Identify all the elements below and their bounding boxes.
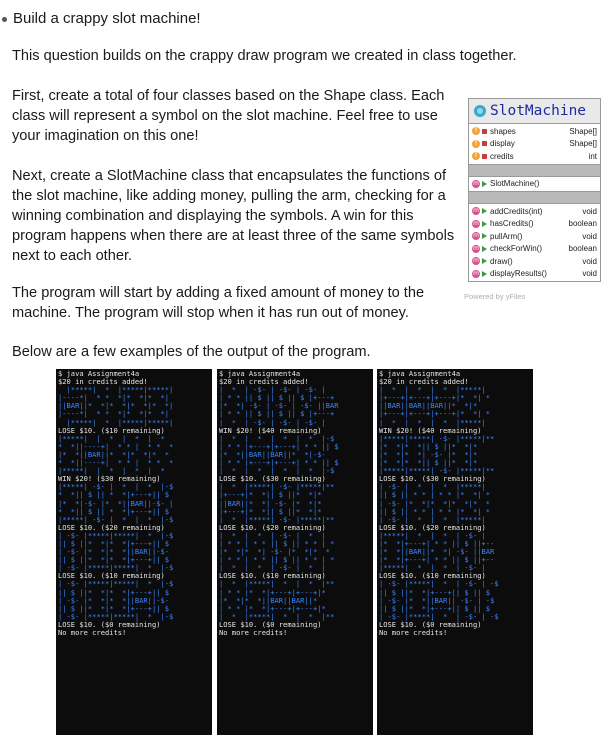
method-badge-icon: m — [473, 207, 479, 215]
member-name: checkForWin() — [490, 244, 543, 254]
slot-row-line: |*****|*****| -$- |*****|** — [379, 433, 495, 443]
member-name: display — [490, 139, 515, 149]
member-name: hasCredits() — [490, 219, 534, 229]
title-text: Build a crappy slot machine! — [13, 10, 201, 27]
slot-row-line: |*****| * |*****|*****| — [58, 385, 174, 395]
slot-row-line: | -$- |*****|*****| * |-$ — [58, 611, 174, 621]
slot-row-line: | -$- |*****|*****| * |-$ — [58, 530, 174, 540]
member-name: shapes — [490, 126, 516, 136]
public-visibility-icon — [482, 246, 487, 252]
slot-row-line: | -$- |* *|* *|* *|* * — [379, 498, 491, 508]
private-visibility-icon — [482, 129, 487, 134]
private-visibility-icon — [482, 141, 487, 146]
slot-row-line: ||BAR||* *| -$- |* *|* — [219, 498, 331, 508]
slot-row-line: |+---+|+---+|+---+|* *| * — [379, 409, 495, 419]
slot-row-line: || $ ||* *|* *|+---+|| $ — [58, 555, 174, 565]
slot-row-line: | * | * | -$- | * | — [219, 563, 335, 573]
slot-row-line: || $ || * * | * * |* *| * — [379, 490, 495, 500]
slot-row-line: | * * |+---+|+---+| * * || $ — [219, 441, 339, 451]
slot-row-line: * *||----+| * * | * * * — [58, 441, 174, 451]
slot-row-line: | * | -$- | -$- | -$- | — [219, 385, 335, 395]
slot-row-line: | * * |* *|+---+|+---+|* — [219, 603, 335, 613]
private-visibility-icon — [482, 154, 487, 159]
slot-row-line: | * * | * * || $ || * * | * — [219, 538, 339, 548]
slot-row-line: |* *|-$- |* *||BAR||-$- | — [58, 498, 174, 508]
slot-row-line: |*****| * | * | -$- | — [379, 530, 495, 540]
page-title — [0, 10, 201, 27]
method-badge-icon: m — [473, 257, 479, 265]
slot-row-line: || $ || * * | * * |* *| * — [379, 506, 495, 516]
method-badge-icon: m — [473, 219, 479, 227]
slot-row-line: |*****| | * | * | * — [58, 466, 174, 476]
slot-row-line: | -$- |*****|*****| * |-$ — [58, 563, 174, 573]
slot-row-line: |+---+|* *|| $ ||* *|* — [219, 490, 331, 500]
member-type: Shape[] — [569, 139, 597, 149]
member-name: pullArm() — [490, 231, 523, 241]
slot-row-line: | * | * | * | * |-$ — [219, 466, 335, 476]
uml-field-row — [469, 138, 600, 151]
slot-row-line: |* *|+---+| * * || $ ||+-- — [379, 538, 495, 548]
terminal-text-line: $20 in credits added! — [58, 377, 148, 387]
member-type: boolean — [568, 244, 597, 254]
slot-row-line: |* *||BAR||* *|* *|* * — [58, 449, 174, 459]
slot-row-line: | -$- | * | * |*****| — [379, 514, 495, 524]
terminal-text-line: LOSE $10. ($10 remaining) — [58, 571, 165, 581]
member-name: draw() — [490, 256, 513, 266]
member-name: addCredits(int) — [490, 206, 543, 216]
slot-row-line: || $ ||* *|+---+|| $ || $ — [379, 587, 495, 597]
slot-row-line: |*****|*****| -$- |*****|** — [379, 466, 495, 476]
uml-methods-section — [469, 204, 600, 281]
slot-row-line: | * |*****| * | * |** — [219, 611, 335, 621]
slot-row-line: || $ ||* *|* *|+---+|| $ — [58, 587, 174, 597]
slot-row-line: |* *|* *||BAR||BAR||* — [219, 595, 326, 605]
slot-row-line: | * * || $ || $ || $ |+---+ — [219, 393, 335, 403]
uml-field-row — [469, 150, 600, 163]
public-visibility-icon — [482, 208, 487, 214]
slot-row-line: ||BAR||BAR||BAR||* *|* — [379, 401, 486, 411]
slot-row-line: ||BAR||* *|* *|* *|* *| — [58, 401, 174, 411]
powered-by-label: Powered by yFiles — [464, 292, 526, 301]
uml-method-row — [469, 268, 600, 281]
terminal-text-line: WIN $20! ($40 remaining) — [379, 425, 482, 435]
uml-method-row — [469, 243, 600, 256]
terminal-text-line: WIN $20! ($40 remaining) — [219, 425, 322, 435]
slot-row-line: |*****| -$- | * | * |-$ — [58, 482, 174, 492]
terminal-text-line: LOSE $10. ($20 remaining) — [379, 522, 486, 532]
public-visibility-icon — [482, 181, 487, 187]
member-name: SlotMachine() — [490, 179, 540, 189]
terminal-text-line: LOSE $10. ($0 remaining) — [58, 619, 161, 629]
terminal-text-line: LOSE $10. ($30 remaining) — [219, 474, 326, 484]
slot-row-line: | -$- |*****| * | -$- | -$ — [379, 579, 499, 589]
slot-row-line: |----*| * * *|* *|* *| — [58, 393, 174, 403]
slot-row-line: |* *| -$- | -$- | -$- ||BAR — [219, 401, 339, 411]
slot-row-line: * *|| $ || * *|+---+|| $ — [58, 490, 174, 500]
slot-row-line: | * | * | * |*****| — [379, 417, 495, 427]
class-circle-icon — [474, 105, 486, 117]
slotmachine-paragraph: Next, create a SlotMachine class that encapsulates the functions of the slot machine, like adding money, pulling the arm, checking for a winning combination and displaying the symbols. A win for this program happens when there are at least three of the same symbols next to each other. — [12, 168, 455, 264]
terminal-text-line: $ java Assignment4a — [219, 369, 301, 378]
slot-row-line: | -$- |*****| * | -$- | -$ — [379, 611, 499, 621]
classes-paragraph: First, create a total of four classes based on the Shape class. Each class will represent a symbol on the slot machine. Feel free to use your imagination on this one! — [12, 88, 445, 144]
uml-method-row — [469, 230, 600, 243]
uml-method-row — [469, 255, 600, 268]
public-visibility-icon — [482, 271, 487, 277]
slot-row-line: * *|| $ || * *|+---+|| $ — [58, 506, 174, 516]
field-badge-icon: f — [472, 127, 480, 135]
slot-row-line: || $ ||* *|+---+|| $ || $ — [379, 603, 495, 613]
money-paragraph: The program will start by adding a fixed amount of money to the machine. The program will stop when it has run out of money. — [12, 285, 425, 321]
slot-row-line: | -$- | * | * |*****| — [379, 482, 495, 492]
terminal-text-line: LOSE $10. ($0 remaining) — [379, 619, 482, 629]
slot-row-line: || $ ||* *|* *|+---+|| $ — [58, 538, 174, 548]
slot-row-line: |*****| * | * | -$- | — [379, 563, 495, 573]
slot-row-line: |* *|* *|| $ ||* *|* — [379, 441, 486, 451]
examples-paragraph: Below are a few examples of the output of the program. — [12, 344, 371, 360]
slot-row-line: |*****| * |*****|*****| — [58, 417, 174, 427]
slot-row-line: |+---+|* *|| $ ||* *|* — [219, 506, 331, 516]
uml-class-name: SlotMachine — [490, 103, 587, 119]
terminal-output-1 — [56, 369, 212, 735]
terminal-text-line: LOSE $10. ($0 remaining) — [219, 619, 322, 629]
method-badge-icon: m — [473, 179, 479, 187]
slot-row-line: | * | * | -$- | * | — [219, 530, 335, 540]
slot-row-line: | -$- |*****|*****| * |-$ — [58, 579, 174, 589]
slot-row-line: |* *|* *| -$- |* *|* * — [219, 547, 331, 557]
uml-divider — [469, 192, 600, 204]
method-badge-icon: m — [473, 232, 479, 240]
slot-row-line: |*****| -$- | * | * |-$ — [58, 514, 174, 524]
member-type: void — [582, 256, 597, 266]
member-type: void — [582, 206, 597, 216]
slot-row-line: | * |*****| * | * |** — [219, 579, 335, 589]
intro-paragraph: This question builds on the crappy draw program we created in class together. — [12, 48, 517, 64]
uml-class-diagram — [468, 98, 601, 282]
field-badge-icon: f — [472, 152, 480, 160]
slot-row-line: | * | * | * |*****| — [379, 385, 495, 395]
terminal-text-line: $20 in credits added! — [219, 377, 309, 387]
slot-row-line: | * |*****| -$- |*****|** — [219, 482, 335, 492]
slot-row-line: | -$- |* *|* *||BAR||-$- — [58, 595, 174, 605]
terminal-output-3 — [377, 369, 533, 735]
terminal-text-line: $ java Assignment4a — [58, 369, 140, 378]
slot-row-line: | * * |* *|+---+|+---+|* — [219, 587, 335, 597]
terminal-text-line: No more credits! — [379, 628, 448, 637]
terminal-text-line: LOSE $10. ($20 remaining) — [58, 522, 165, 532]
slot-row-line: || $ ||* *|* *|+---+|| $ — [58, 603, 174, 613]
slot-row-line: | * * | * * || $ || * * | * — [219, 555, 339, 565]
slot-row-line: |* *|* *| -$- |* *|* — [379, 449, 486, 459]
public-visibility-icon — [482, 258, 487, 264]
uml-constructor-row — [469, 178, 600, 191]
member-type: Shape[] — [569, 126, 597, 136]
slot-row-line: | * * |+---+|+---+| * * || $ — [219, 458, 339, 468]
slot-row-line: * *||----+| * * | * * * — [58, 458, 174, 468]
terminal-text-line: LOSE $10. ($10 remaining) — [219, 571, 326, 581]
slot-row-line: |* *|* *|| $ ||* *|* — [379, 458, 486, 468]
public-visibility-icon — [482, 221, 487, 227]
member-type: int — [588, 151, 597, 161]
slot-row-line: |* *||BAR||BAR||* *|-$- — [219, 449, 331, 459]
slot-row-line: |* *|+---+| * * || $ ||+-- — [379, 555, 495, 565]
slot-row-line: | * | -$- | -$- | -$- | — [219, 417, 335, 427]
method-badge-icon: m — [473, 269, 479, 277]
uml-method-row — [469, 218, 600, 231]
uml-constructors-section — [469, 177, 600, 193]
terminal-text-line: $20 in credits added! — [379, 377, 469, 387]
terminal-text-line: No more credits! — [219, 628, 288, 637]
terminal-text-line: $ java Assignment4a — [379, 369, 461, 378]
uml-class-header — [469, 99, 600, 124]
uml-field-row — [469, 125, 600, 138]
terminal-text-line: WIN $20! ($30 remaining) — [58, 474, 161, 484]
slot-row-line: |+---+|+---+|+---+|* *| * — [379, 393, 495, 403]
slot-row-line: |*****| | * | * | * — [58, 433, 174, 443]
field-badge-icon: f — [472, 140, 480, 148]
uml-fields-section — [469, 124, 600, 165]
terminal-text-line: LOSE $10. ($10 remaining) — [379, 571, 486, 581]
public-visibility-icon — [482, 233, 487, 239]
slot-row-line: |----*| * * *|* *|* *| — [58, 409, 174, 419]
slot-row-line: | -$- |* *|* *||BAR||-$- — [58, 547, 174, 557]
slot-row-line: | * | * | * | * |-$ — [219, 433, 335, 443]
terminal-text-line: LOSE $10. ($30 remaining) — [379, 474, 486, 484]
terminal-text-line: LOSE $10. ($20 remaining) — [219, 522, 326, 532]
slot-row-line: | * |*****| -$- |*****|** — [219, 514, 335, 524]
bullet-icon — [2, 17, 7, 22]
member-type: boolean — [568, 219, 597, 229]
member-type: void — [582, 231, 597, 241]
slot-row-line: | * * || $ || $ || $ |+---+ — [219, 409, 335, 419]
uml-method-row — [469, 205, 600, 218]
member-type: void — [582, 269, 597, 279]
uml-divider — [469, 165, 600, 177]
terminal-text-line: No more credits! — [58, 628, 127, 637]
slot-row-line: | -$- |* *||BAR|| -$- | -$ — [379, 595, 495, 605]
terminal-output-2 — [217, 369, 373, 735]
member-name: credits — [490, 151, 514, 161]
slot-row-line: |* *||BAR||* *| -$- ||BAR — [379, 547, 495, 557]
terminal-text-line: LOSE $10. ($10 remaining) — [58, 425, 165, 435]
method-badge-icon: m — [473, 244, 479, 252]
member-name: displayResults() — [490, 269, 547, 279]
